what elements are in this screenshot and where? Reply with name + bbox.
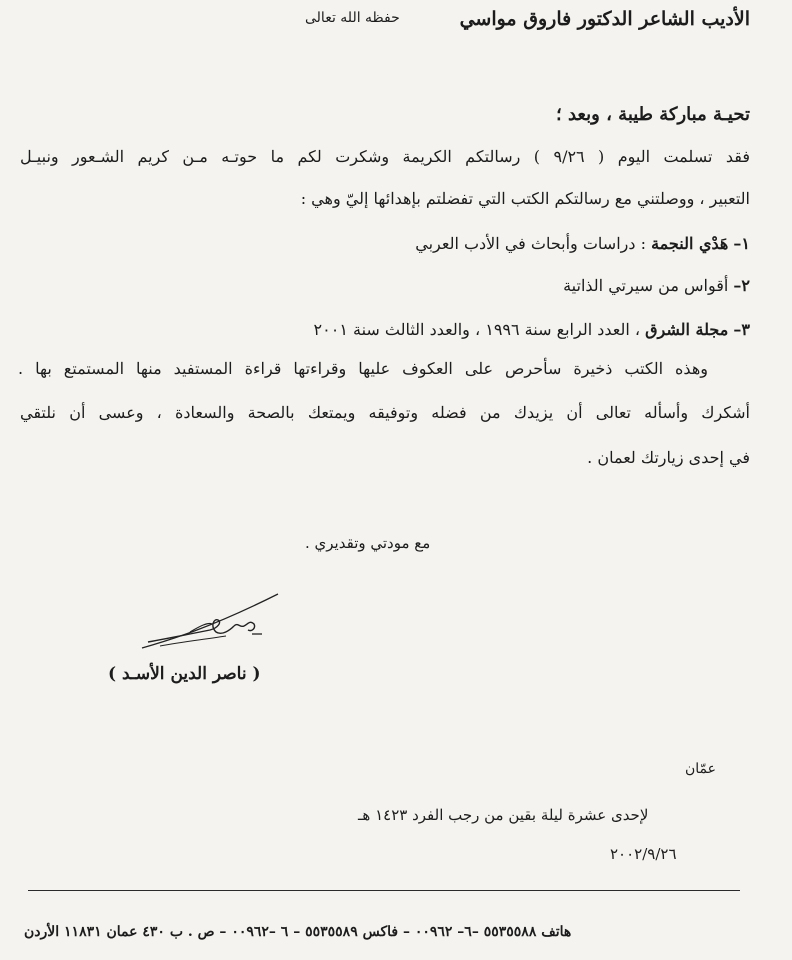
body-paragraph-2-line-2: أشكرك وأسأله تعالى أن يزيدك من فضله وتوفيقه ويمتعك بالصحة والسعادة ، وعسى أن نلتقي (20, 403, 750, 422)
list-item-title: مجلة الشرق (645, 320, 729, 339)
book-list-item (415, 234, 750, 253)
body-paragraph-2-line-1: وهذه الكتب ذخيرة سأحرص على العكوف عليها وقراءتها قراءة المستفيد منها المستمتع بها . (18, 359, 708, 378)
recipient-name: الأديب الشاعر الدكتور فاروق مواسي (459, 8, 750, 30)
body-paragraph-2-line-3: في إحدى زيارتك لعمان . (587, 448, 750, 467)
handwritten-signature (140, 590, 290, 660)
closing-line: مع مودتي وتقديري . (305, 534, 431, 552)
date-gregorian: ٢٠٠٢/٩/٢٦ (610, 845, 677, 863)
sender-name: ( ناصر الدين الأسـد ) (108, 664, 261, 684)
body-paragraph-1-line-1: فقد تسلمت اليوم ( ٩/٢٦ ) رسالتكم الكريمة وشكرت لكم ما حوتـه مـن كريم الشـعور ونبيـل (20, 147, 751, 166)
list-item-number: ١– (733, 234, 750, 253)
body-paragraph-1-line-2: التعبير ، ووصلتني مع رسالتكم الكتب التي تفضلتم بإهدائها إليّ وهي : (300, 189, 750, 208)
book-list-item (563, 276, 750, 295)
list-item-text: ، العدد الرابع سنة ١٩٩٦ ، والعدد الثالث سنة ٢٠٠١ (313, 320, 646, 339)
footer-divider (28, 890, 740, 891)
list-item-title: هَدْي النجمة (651, 234, 729, 253)
book-list-item (314, 320, 750, 339)
list-item-number: ٢– (733, 276, 750, 295)
list-item-number: ٣– (733, 320, 750, 339)
place-name: عمّان (685, 761, 716, 777)
list-item-text: أقواس من سيرتي الذاتية (563, 276, 729, 295)
list-item-text: : دراسات وأبحاث في الأدب العربي (415, 234, 652, 253)
greeting: تحيـة مباركة طيبة ، وبعد ؛ (556, 104, 750, 125)
footer-contact-info: هاتف ٥٥٣٥٥٨٨ –٦– ٠٠٩٦٢ – فاكس ٥٥٣٥٥٨٩ – ٦ –٠٠٩٦٢ – ص . ب ٤٣٠ عمان ١١٨٣١ الأردن (24, 924, 572, 940)
recipient-honorific: حفظه الله تعالى (305, 10, 400, 26)
date-hijri: لإحدى عشرة ليلة بقين من رجب الفرد ١٤٢٣ هـ (358, 806, 649, 824)
